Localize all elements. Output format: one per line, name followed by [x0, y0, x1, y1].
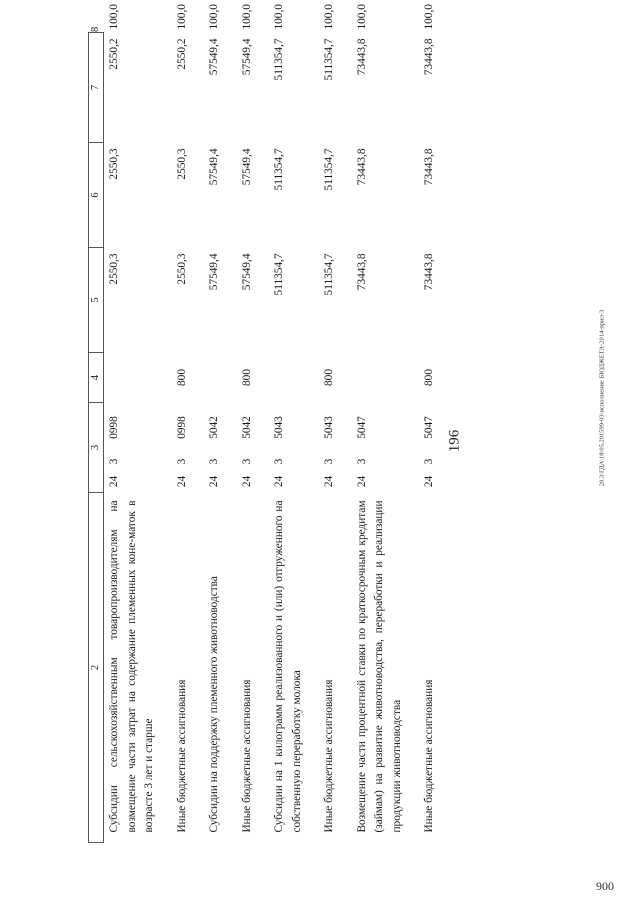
value-col6: 2550,3: [108, 148, 120, 180]
value-col7: 2550,2: [108, 38, 120, 70]
row-name: Субсидии на 1 килограмм реализованного и (или) отгруженного на собственную переработку молока: [273, 500, 303, 833]
code-article: 5047: [423, 416, 435, 439]
code-expense-type: 800: [240, 369, 253, 386]
value-col6: 57549,4: [208, 148, 220, 186]
column-header-row: 2 3 4 5 6 7 8: [89, 32, 104, 842]
code-ministry: 24: [273, 475, 285, 488]
value-col7: 57549,4: [208, 38, 220, 76]
code-expense-type: [271, 352, 321, 402]
table-row: Субсидии на поддержку племенного животноводства 24 3 5042 57549,4 57549,4 57549,4 100,0: [206, 32, 239, 842]
value-col6: 2550,3: [175, 148, 188, 180]
code-expense-type: [354, 352, 422, 402]
value-col7: 73443,8: [423, 38, 435, 76]
column-header-6: 6: [89, 142, 104, 247]
code-ministry: 24: [175, 475, 188, 488]
value-col5: 57549,4: [208, 253, 220, 291]
row-name: Иные бюджетные ассигнования: [240, 679, 253, 833]
value-col5: 57549,4: [240, 253, 253, 291]
footer-code: 20.3\ГДА\18\05.201599-03\исполнение БЮДЖЕТА-2014-прил-3: [598, 309, 606, 487]
page-number: 196: [446, 429, 463, 453]
code-expense-type: 800: [423, 369, 435, 386]
value-col5: 2550,3: [108, 253, 120, 285]
code-ministry: 24: [355, 475, 368, 488]
column-header-2: 2: [89, 493, 104, 843]
code-section: 3: [208, 458, 220, 465]
value-col7: 57549,4: [240, 38, 253, 76]
code-article: 0998: [108, 416, 120, 439]
code-section: 3: [355, 458, 368, 465]
value-col5: 511354,7: [273, 253, 285, 296]
row-name: Иные бюджетные ассигнования: [175, 679, 188, 833]
table-row: Возмещение части процентной ставки по краткосрочным кредитам (займам) на развитие животноводства, переработки и реализации продукции животноводства 24 3 5047 73443,8 73443,8 73443,8 100,0: [354, 32, 422, 842]
value-col6: 73443,8: [355, 148, 368, 186]
row-name: Иные бюджетные ассигнования: [423, 679, 435, 833]
rotated-table-container: [88, 4, 528, 843]
code-article: 0998: [175, 416, 188, 439]
code-article: 5043: [323, 416, 335, 439]
value-col7: 2550,2: [175, 38, 188, 70]
code-section: 3: [323, 458, 335, 465]
value-col7: 511354,7: [323, 38, 335, 81]
value-col7: 511354,7: [273, 38, 285, 81]
table-row: Иные бюджетные ассигнования 24 3 5043 800 511354,7 511354,7 511354,7 100,0: [321, 32, 354, 842]
value-col5: 73443,8: [355, 253, 368, 291]
code-expense-type: [206, 352, 239, 402]
value-col6: 511354,7: [323, 148, 335, 191]
code-article: 5043: [273, 416, 285, 439]
table-row: Субсидии на 1 килограмм реализованного и (или) отгруженного на собственную переработку молока 24 3 5043 511354,7 511354,7 511354,7 100,0: [271, 32, 321, 842]
table-row: Иные бюджетные ассигнования 24 3 5042 800 57549,4 57549,4 57549,4 100,0: [239, 32, 272, 842]
code-section: 3: [175, 458, 188, 465]
column-header-7: 7: [89, 32, 104, 142]
code-expense-type: 800: [175, 369, 188, 386]
value-col5: 511354,7: [323, 253, 335, 296]
code-article: 5042: [240, 416, 253, 439]
code-ministry: 24: [323, 475, 335, 488]
value-col7: 73443,8: [355, 38, 368, 76]
budget-table: [88, 4, 454, 843]
table-row: Субсидии сельскохозяйственным товаропроизводителям на возмещение части затрат на содержание племенных коне-маток в возрасте 3 лет и старше 24 3 0998 2550,3 2550,3 2550,2 100,0: [104, 32, 174, 842]
code-section: 3: [108, 458, 120, 465]
code-section: 3: [240, 458, 253, 465]
row-name: Субсидии сельскохозяйственным товаропроизводителям на возмещение части затрат на содержание племенных коне-маток в возрасте 3 лет и старше: [108, 500, 155, 833]
value-col5: 2550,3: [175, 253, 188, 285]
code-expense-type: [104, 352, 174, 402]
table-row: Иные бюджетные ассигнования 24 3 5047 800 73443,8 73443,8 73443,8 100,0: [421, 32, 454, 842]
row-name: Иные бюджетные ассигнования: [323, 679, 335, 833]
code-ministry: 24: [240, 475, 253, 488]
code-section: 3: [423, 458, 435, 465]
sheet-number: 900: [596, 879, 614, 893]
row-name: Возмещение части процентной ставки по краткосрочным кредитам (займам) на развитие животноводства, переработки и реализации продукции животноводства: [355, 500, 403, 833]
value-col6: 511354,7: [273, 148, 285, 191]
code-article: 5047: [355, 416, 368, 439]
table-row: Иные бюджетные ассигнования 24 3 0998 800 2550,3 2550,3 2550,2 100,0: [174, 32, 207, 842]
value-col5: 73443,8: [423, 253, 435, 291]
value-col6: 73443,8: [423, 148, 435, 186]
column-header-5: 5: [89, 247, 104, 352]
code-article: 5042: [208, 416, 220, 439]
row-name: Субсидии на поддержку племенного животноводства: [208, 576, 220, 833]
code-ministry: 24: [423, 475, 435, 488]
code-ministry: 24: [108, 475, 120, 488]
value-col6: 57549,4: [240, 148, 253, 186]
column-header-4: 4: [89, 352, 104, 402]
code-section: 3: [273, 458, 285, 465]
column-header-3: 3: [89, 402, 104, 492]
code-ministry: 24: [208, 475, 220, 488]
code-expense-type: 800: [323, 369, 335, 386]
